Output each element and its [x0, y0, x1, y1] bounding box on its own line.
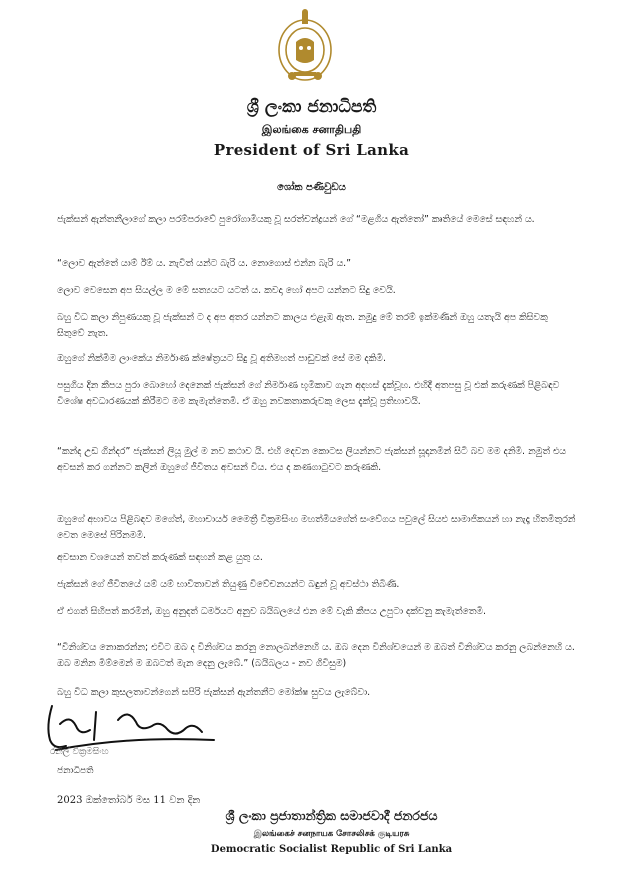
paragraph: “කන්ද උඩ ගින්දර” ජැක්සන් ලියූ මුල් ම නව කථාව යි. එහි දෙවන කොටස ලියන්නට ජැක්සන් සූදානමින් සිටි බව මම දනිමි. නමුත් එය අවසන් කර ගන්නට කලින් ඔහුගේ ජීවිතය අවසන් විය. එය ද කණගාටුවට කරුණකි.	[57, 446, 567, 473]
footer-sinhala: ශ්‍රී ලංකා ප්‍රජාතාන්ත්‍රික සමාජවාදී ජනරජය	[225, 808, 438, 823]
document-date: 2023 ඔක්තෝබර් මස 11 වන දින	[57, 795, 201, 806]
paragraph: ජැක්සන් ඇන්තනීලාගේ කලා පරම්පරාවේ පුරෝගාමියකු වූ සරත්චන්ද්‍රයන් ගේ “මළගිය ඇත්තෝ” කෘතියේ මෙසේ සඳහන් ය.	[57, 214, 535, 225]
paragraph: ඒ එගත් සිහිපත් කරමින්, ඔහු අනුදත් ධර්මයට අනුව බයිබලයේ එන මේ වැකි කීපය උපුටා දක්වනු කැමැත්තෙමි.	[57, 606, 487, 617]
paragraph: ජැක්සන් ගේ ජීවිතයේ යම් යම් භාවිතාවන් තියුණු විවේචනයන්ට බඳුන් වූ අවස්ථා තිබිණි.	[57, 579, 400, 590]
signatory-title: ජනාධිපති	[57, 766, 94, 776]
paragraph: ලොව වෙසෙන අප සියල්ල ම මේ සත්‍යයට යටත් ය. කවදා හෝ අපට යන්නට සිදු වෙයි.	[57, 285, 396, 296]
paragraph: බහු විධ කලා නිපුණයකු වූ ජැක්සන් ට ද අප අතර යන්නට කාලය එළැඹ ඇත. නමුදු මේ තරම් ඉක්මණින් ඔහු යතැයි අප කිසිවකු සිතුවේ නැත.	[57, 312, 548, 339]
footer-english: Democratic Socialist Republic of Sri Lanka	[210, 844, 453, 855]
paragraph: ඔහුගේ නික්මීම ලාංකේය නිර්මාණ ක්ෂේත්‍රයට සිදු වූ අතිමහත් පාඩුවක් සේ මම දකිමි.	[57, 353, 386, 364]
footer-tamil: இலங்கைச் சனநாயக சோசலிசக் குடியரசு	[253, 829, 410, 839]
letterhead-english: President of Sri Lanka	[213, 141, 410, 159]
paragraph: “ලොව ඇත්තේ යාම් ඊම් ය. නැවිත් යන්ට බැරි ය. නොගොස් එන්න බැරි ය.”	[57, 258, 352, 269]
signatory-name: රනිල් වික්‍රමසිංහ	[50, 747, 109, 757]
paragraph: ඔහුගේ අභාවය පිළිබඳව මගේත්, මහාචාර්ය මෛත්‍රී වික්‍රමසිංහ මහත්මියගේත් සංවේගය පවුලේ සියළු සාමාජිකයන් හා නැදෑ හිතමිතුරන් වෙත මෙසේ පිරිනමමි.	[57, 514, 576, 541]
letterhead-sinhala: ශ්‍රී ලංකා ජනාධිපති	[246, 97, 377, 117]
sri-lanka-emblem-icon	[272, 8, 338, 86]
paragraph: අවසාන වශයෙන් තවත් කරුණක් සඳහන් කළ යුතු ය.	[57, 552, 263, 563]
paragraph: “විනිශ්චය නොකරන්න; එවිට ඔබ ද විනිශ්චය කරනු නොලබන්නෙහි ය. ඔබ දෙන විනිශ්චයෙන් ම ඔබත් විනිශ්චය කරනු ලබන්නෙහි ය. ඔබ මනින මිම්මෙන් ම ඔබටත් මැන දෙනු ලැබේ.” (බයිබලය - නව ගිවිසුම)	[57, 642, 575, 669]
document-title: ශෝක පණිවුඩය	[277, 182, 346, 193]
paragraph: පසුගිය දින කීපය පුරා බොහෝ දෙනෙක් ජැක්සන් ගේ නිර්මාණ භූමිකාව ගැන අදහස් දැක්වූහ. එහිදී අතපසු වූ එක් කරුණක් පිළිබඳව විශේෂ අවධාරණයක් කිරීමට මම කැමැත්තෙමි. ඒ ඔහු නවකතාකරුවකු ලෙස දැක්වූ ප්‍රතිභාවයි.	[57, 380, 560, 407]
paragraph: බහු විධ කලා කුසලතාවන්ගෙන් සපිරි ජැක්සන් ඇන්තනීට මෝක්ෂ සුවය ලැබේවා.	[57, 687, 371, 698]
letterhead-tamil: இலங்கை சனாதிபதி	[261, 123, 362, 136]
